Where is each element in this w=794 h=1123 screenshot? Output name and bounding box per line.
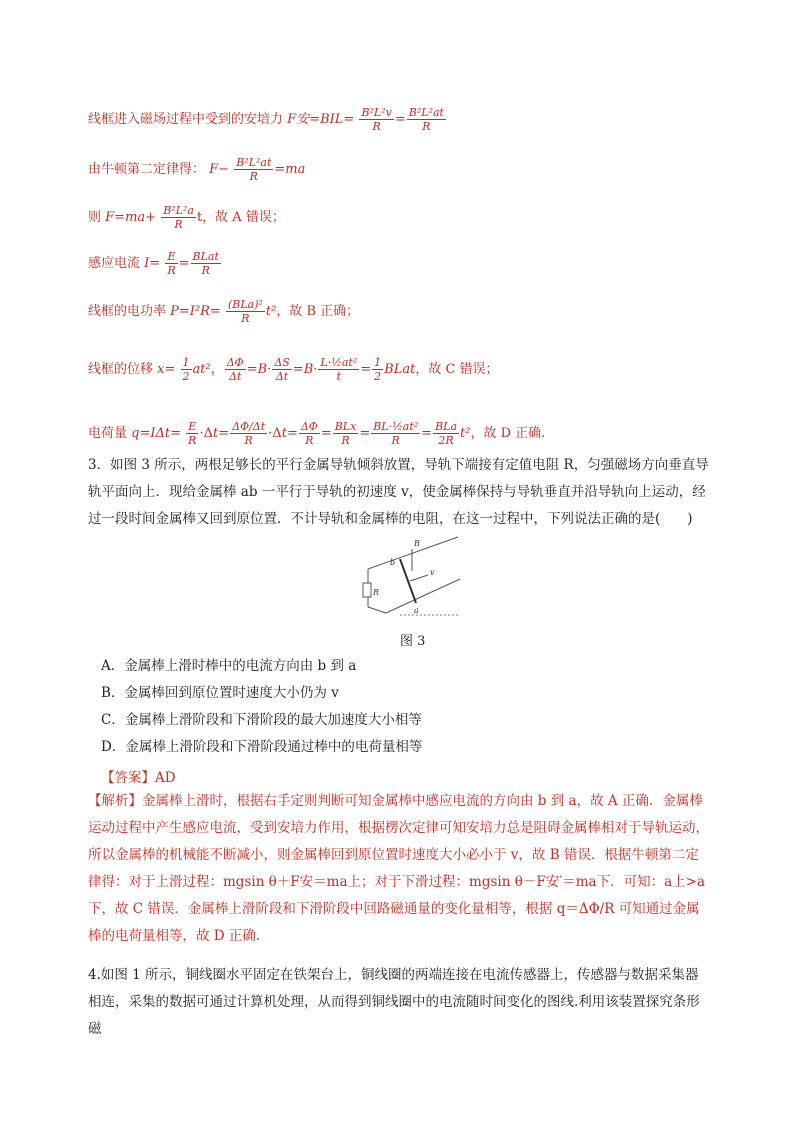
solution-line-5: 线框的电功率 P=I²R= $\frac{\text{(BLa)²}}{R}$ t²，故 B 正确； [88, 298, 360, 325]
solution-line-2: 由牛顿第二定律得： F− $\frac{\text{B²L²at}}{R}$ =ma [88, 156, 306, 183]
answer: 【答案】AD [101, 770, 176, 786]
label-b: b [390, 558, 396, 567]
figure-3-diagram [360, 531, 464, 617]
label-a: a [414, 606, 419, 615]
analysis-text: 【解析】金属棒上滑时，根据右手定则判断可知金属棒中感应电流的方向由 b 到 a，故 A 正确．金属棒运动过程中产生感应电流，受到安培力作用，根据楞次定律可知安培力总是阻碍金属棒相对于导轨运动，所以金属棒的机械能不断减小，则金属棒回到原位置时速度大小必小于 v，故 B 错误．根据牛顿第二定律得：对于上滑过程：mgsin θ＋F安＝ma上；对于下滑过程：mgsin θ－F安′＝ma下．可知：a上>a下，故 C 错误．金属棒上滑阶段和下滑阶段中回路磁通量的变化量相等，根据 q＝ΔΦ/R 可知通过金属棒的电荷量相等，故 D 正确． [88, 793, 709, 944]
label-v: v [430, 568, 435, 577]
option-b: B．金属棒回到原位置时速度大小仍为 v [101, 685, 339, 701]
label-R: R [373, 588, 380, 597]
option-d: D．金属棒上滑阶段和下滑阶段通过棒中的电荷量相等 [101, 739, 423, 755]
solution-line-3: 则 F=ma+ $\frac{\text{B²L²a}}{R}$ t，故 A 错误； [88, 204, 285, 231]
question-4-text: 4.如图 1 所示，铜线圈水平固定在铁架台上，铜线圈的两端连接在电流传感器上，传感器与数据采集器相连，采集的数据可通过计算机处理，从而得到铜线圈中的电流随时间变化的图线.利用该装置探究条形磁 [88, 967, 700, 1037]
figure-3-caption: 图 3 [400, 634, 426, 649]
option-c: C．金属棒上滑阶段和下滑阶段的最大加速度大小相等 [101, 712, 422, 728]
question-3-text: 3．如图 3 所示，两根足够长的平行金属导轨倾斜放置，导轨下端接有定值电阻 R，匀强磁场方向垂直导轨平面向上．现给金属棒 ab 一平行于导轨的初速度 v，使金属棒保持与导轨垂直并沿导轨向上运动，经过一段时间金属棒又回到原位置．不计导轨和金属棒的电阻，在这一过程中，下列说法正确的是( ) [88, 457, 709, 527]
solution-line-1: 线框进入磁场过程中受到的安培力 F安=BIL= $\frac{\text{B²L²v}}{R}$ = $\frac{\text{B²L²at}}{R}$ [88, 106, 444, 133]
solution-line-7: 电荷量 q=IΔt= $\frac{E}{R}$ ·Δt= $\frac{\Delta\Phi/\Delta t}{R}$ ·Δt= $\frac{\Delta\Phi}{R}$ = $\frac{\text{BLx}}{R}$ = $\frac{\text{BL·½at²}}{R}$ = $\frac{\text{BLa}}{2R}$ t²，故 D 正确. [88, 420, 546, 447]
option-a: A．金属棒上滑时棒中的电流方向由 b 到 a [101, 658, 357, 674]
label-B: B [414, 539, 420, 548]
solution-line-4: 感应电流 I= $\frac{E}{R}$ = $\frac{\text{BLat}}{R}$ [88, 250, 219, 277]
solution-line-6: 线框的位移 x= $\frac{1}{2}$ at²， $\frac{\Delta\Phi}{\Delta t}$ =B· $\frac{\Delta S}{\Delta t}$ =B· $\frac{\text{L·½at²}}{t}$ = $\frac{1}{2}$ BLat，故 C 错误； [88, 356, 499, 383]
